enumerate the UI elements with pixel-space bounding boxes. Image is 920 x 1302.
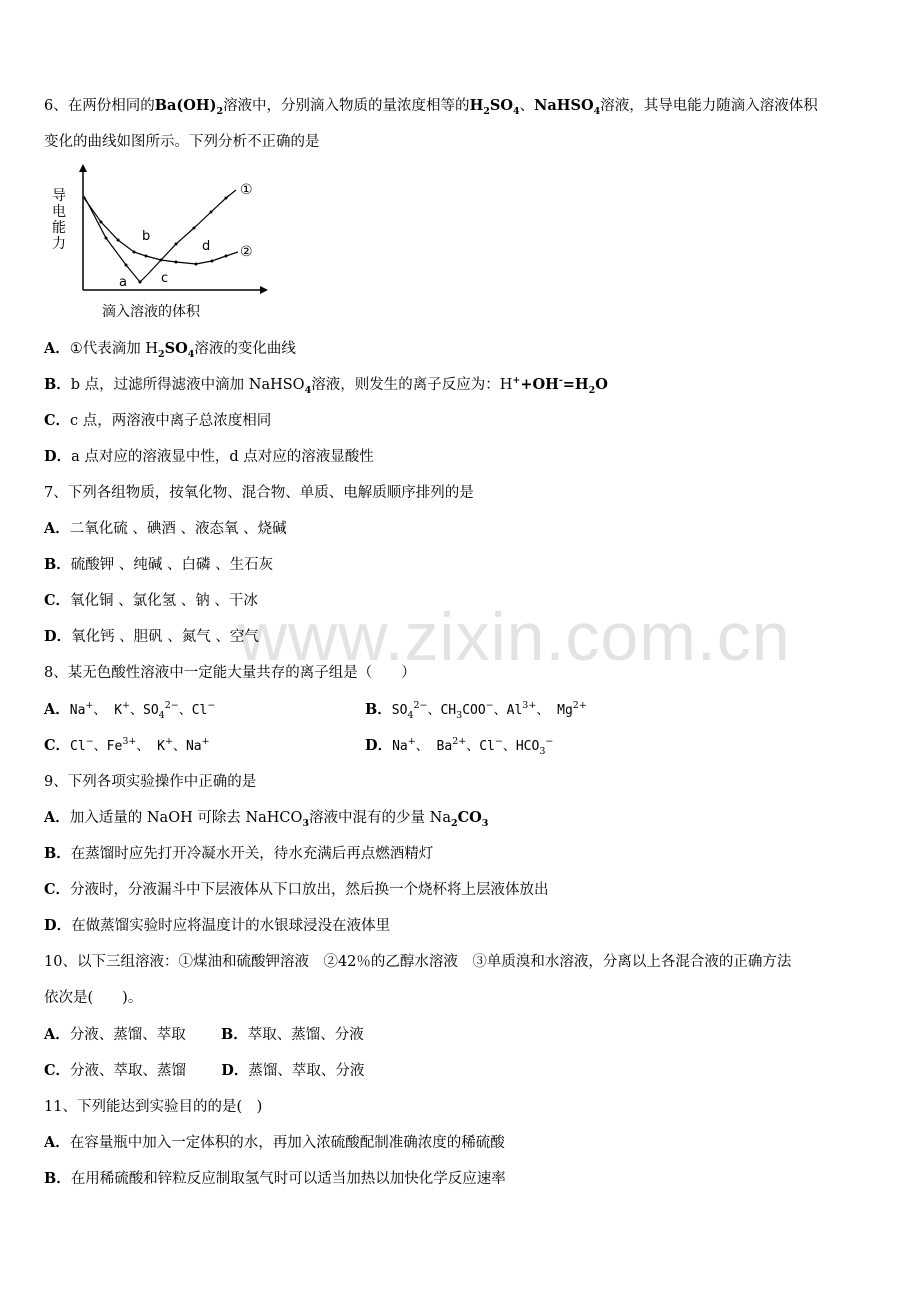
option-tag: B． [44, 376, 71, 393]
q6-stem-line2: 变化的曲线如图所示。下列分析不正确的是 [44, 134, 320, 150]
option-tag: C． [44, 1062, 71, 1079]
superscript: − [207, 700, 216, 712]
point-d-label: d [202, 239, 211, 254]
option-tag: A． [44, 1134, 70, 1151]
superscript: + [407, 736, 416, 748]
q10-options-cd [44, 1061, 364, 1081]
formula: H [469, 97, 484, 114]
subscript: 3 [302, 817, 310, 829]
ion: 、Na [172, 739, 202, 754]
formula: SO [489, 97, 513, 114]
option-tag: D． [44, 448, 72, 465]
q11-stem: 11、下列能达到实验目的的是( ) [44, 1099, 263, 1115]
option-text: a 点对应的溶液显中性，d 点对应的溶液显酸性 [71, 449, 374, 465]
option-text: 氧化铜 、氯化氢 、钠 、干冰 [70, 593, 258, 609]
ion: 、HCO [502, 739, 540, 754]
option-tag: B． [44, 556, 71, 573]
option-tag: B． [44, 845, 71, 862]
superscript: − [485, 700, 494, 712]
option-text: 分液、萃取、蒸馏 [70, 1063, 187, 1079]
option-tag: C． [44, 881, 71, 898]
q7-option-b[interactable] [44, 555, 273, 575]
q10-stem-line1: 10、以下三组溶液：①煤油和硫酸钾溶液 ②42％的乙醇水溶液 ③单质溴和水溶液，分离以上各混合液的正确方法 [44, 954, 792, 970]
q9-option-a[interactable] [44, 808, 488, 828]
q10-stem-line2: 依次是( )。 [44, 990, 143, 1006]
option-tag: C． [44, 592, 71, 609]
ion: 、Fe [93, 739, 123, 754]
superscript: 2− [164, 700, 179, 712]
option-text: CO [457, 809, 482, 826]
option-tag: B． [220, 1026, 248, 1043]
q7-stem: 7、下列各组物质，按氧化物、混合物、单质、电解质顺序排列的是 [44, 485, 474, 501]
q10-option-a[interactable] [44, 1027, 186, 1043]
option-text: 在蒸馏时应先打开冷凝水开关，待水充满后再点燃酒精灯 [70, 846, 434, 862]
superscript: 2+ [452, 736, 467, 748]
ion: Na [392, 739, 408, 754]
option-text: 硫酸钾 、纯碱 、白磷 、生石灰 [70, 557, 274, 573]
q9-option-d[interactable] [44, 916, 390, 936]
ion: 、Al [493, 703, 523, 718]
option-text: =H [562, 376, 589, 393]
q10-option-b[interactable] [221, 1027, 364, 1043]
q6-text: 溶液，其导电能力随滴入溶液体积 [600, 98, 818, 114]
point-a-label: a [119, 275, 127, 290]
option-text: 氧化钙 、胆矾 、氮气 、空气 [71, 629, 259, 645]
q10-option-d[interactable] [221, 1063, 364, 1079]
subscript: 4 [593, 105, 601, 117]
q11-option-a[interactable] [44, 1133, 505, 1153]
superscript: 3+ [522, 700, 537, 712]
q8-option-c[interactable] [44, 736, 210, 757]
q8-stem: 8、某无色酸性溶液中一定能大量共存的离子组是（ ） [44, 665, 416, 681]
subscript: 4 [304, 384, 312, 396]
ion: 、 K [136, 739, 165, 754]
option-text: 分液时，分液漏斗中下层液体从下口放出，然后换一个烧杯将上层液体放出 [70, 882, 549, 898]
subscript: 2 [216, 105, 224, 117]
subscript: 3 [456, 709, 463, 721]
option-text: +OH [520, 376, 559, 393]
option-tag: C． [44, 412, 71, 429]
point-c-label: c [161, 271, 169, 286]
q6-option-a[interactable] [44, 339, 296, 359]
subscript: 2 [588, 384, 596, 396]
subscript: 4 [158, 709, 165, 721]
ion: Cl [70, 739, 86, 754]
q7-option-c[interactable] [44, 591, 258, 611]
option-text: ①代表滴加 H [69, 341, 159, 357]
point-b-label: b [142, 229, 151, 244]
option-text: 溶液，则发生的离子反应为：H [311, 377, 513, 393]
ion: 、CH [427, 703, 457, 718]
q6-option-c[interactable] [44, 411, 271, 431]
option-text: 在做蒸馏实验时应将温度计的水银球浸没在液体里 [71, 918, 391, 934]
curve-1 [84, 190, 236, 282]
superscript: + [85, 700, 94, 712]
q11-option-b[interactable] [44, 1169, 506, 1189]
superscript: + [165, 736, 173, 748]
watermark: www.zixin.com.cn [238, 599, 791, 675]
ion: 、 Mg [536, 703, 573, 718]
ion: Na [69, 703, 86, 718]
ion: 、Cl [466, 739, 495, 754]
option-tag: C． [44, 737, 71, 754]
subscript: 2 [483, 105, 490, 117]
ion: 、SO [130, 703, 159, 718]
q9-option-c[interactable] [44, 880, 549, 900]
option-tag: B． [365, 701, 392, 718]
conductivity-figure [46, 164, 276, 324]
option-text: O [595, 376, 608, 393]
superscript: − [545, 736, 554, 748]
q8-option-a[interactable] [44, 700, 215, 721]
superscript: + [201, 736, 210, 748]
superscript: + [512, 375, 521, 387]
subscript: 3 [539, 745, 546, 757]
superscript: - [558, 375, 563, 387]
option-text: SO [164, 340, 188, 357]
option-tag: D． [44, 628, 72, 645]
ion: COO [462, 703, 486, 718]
q10-option-c[interactable] [44, 1063, 186, 1079]
q6-text: 、 [519, 98, 535, 114]
option-text: 加入适量的 NaOH 可除去 NaHCO [69, 810, 303, 826]
superscript: − [85, 736, 94, 748]
superscript: 3+ [122, 736, 137, 748]
option-tag: D． [365, 737, 393, 754]
q9-stem: 9、下列各项实验操作中正确的是 [44, 774, 257, 790]
x-axis-arrow [260, 286, 268, 294]
option-tag: A． [44, 340, 70, 357]
q7-option-d[interactable] [44, 627, 259, 647]
q10-options-ab [44, 1025, 364, 1045]
q6-text: 6、在两份相同的 [44, 98, 155, 114]
q8-option-d[interactable] [365, 736, 553, 757]
superscript: + [122, 700, 131, 712]
q6-text: 溶液中，分别滴入物质的量浓度相等的 [223, 98, 470, 114]
option-tag: D． [221, 1062, 249, 1079]
option-text: 二氧化硫 、碘酒 、液态氧 、烧碱 [69, 521, 287, 537]
ion: SO [391, 703, 408, 718]
superscript: 2− [413, 700, 428, 712]
q6-option-d[interactable] [44, 447, 374, 467]
option-tag: A． [44, 809, 70, 826]
option-tag: D． [44, 917, 72, 934]
q7-option-a[interactable] [44, 519, 287, 539]
subscript: 2 [451, 817, 458, 829]
option-text: 分液、蒸馏、萃取 [69, 1027, 186, 1043]
option-text: c 点，两溶液中离子总浓度相同 [70, 413, 272, 429]
option-tag: A． [44, 520, 70, 537]
option-text: 在用稀硫酸和锌粒反应制取氢气时可以适当加热以加快化学反应速率 [70, 1171, 506, 1187]
subscript: 2 [158, 348, 165, 360]
option-text: 萃取、蒸馏、分液 [247, 1027, 364, 1043]
ion: 、Cl [178, 703, 208, 718]
y-axis-arrow [79, 164, 87, 172]
option-text: 蒸馏、萃取、分液 [248, 1063, 365, 1079]
subscript: 3 [481, 817, 489, 829]
option-tag: A． [44, 1026, 70, 1043]
superscript: − [494, 736, 503, 748]
option-text: 在容量瓶中加入一定体积的水，再加入浓硫酸配制准确浓度的稀硫酸 [69, 1135, 505, 1151]
ion: 、 Ba [415, 739, 453, 754]
option-text: 溶液的变化曲线 [194, 341, 296, 357]
q9-option-b[interactable] [44, 844, 433, 864]
option-tag: B． [44, 1170, 71, 1187]
figure-ylabel: 导电能力 [52, 188, 66, 252]
formula: NaHSO [534, 97, 594, 114]
q6-option-b[interactable] [44, 375, 608, 395]
ion: 、 K [93, 703, 123, 718]
option-tag: A． [44, 701, 70, 718]
superscript: 2+ [572, 700, 587, 712]
option-text: 溶液中混有的少量 Na [309, 810, 451, 826]
curve-2-label: ② [240, 244, 253, 260]
subscript: 4 [407, 709, 414, 721]
q6-stem-line1 [44, 96, 818, 116]
figure-xlabel: 滴入溶液的体积 [102, 304, 200, 320]
subscript: 4 [513, 105, 520, 117]
q8-option-b[interactable] [365, 700, 587, 721]
formula: Ba(OH) [154, 97, 217, 114]
option-text: b 点，过滤所得滤液中滴加 NaHSO [70, 377, 305, 393]
subscript: 4 [187, 348, 195, 360]
curve-1-label: ① [240, 182, 253, 198]
